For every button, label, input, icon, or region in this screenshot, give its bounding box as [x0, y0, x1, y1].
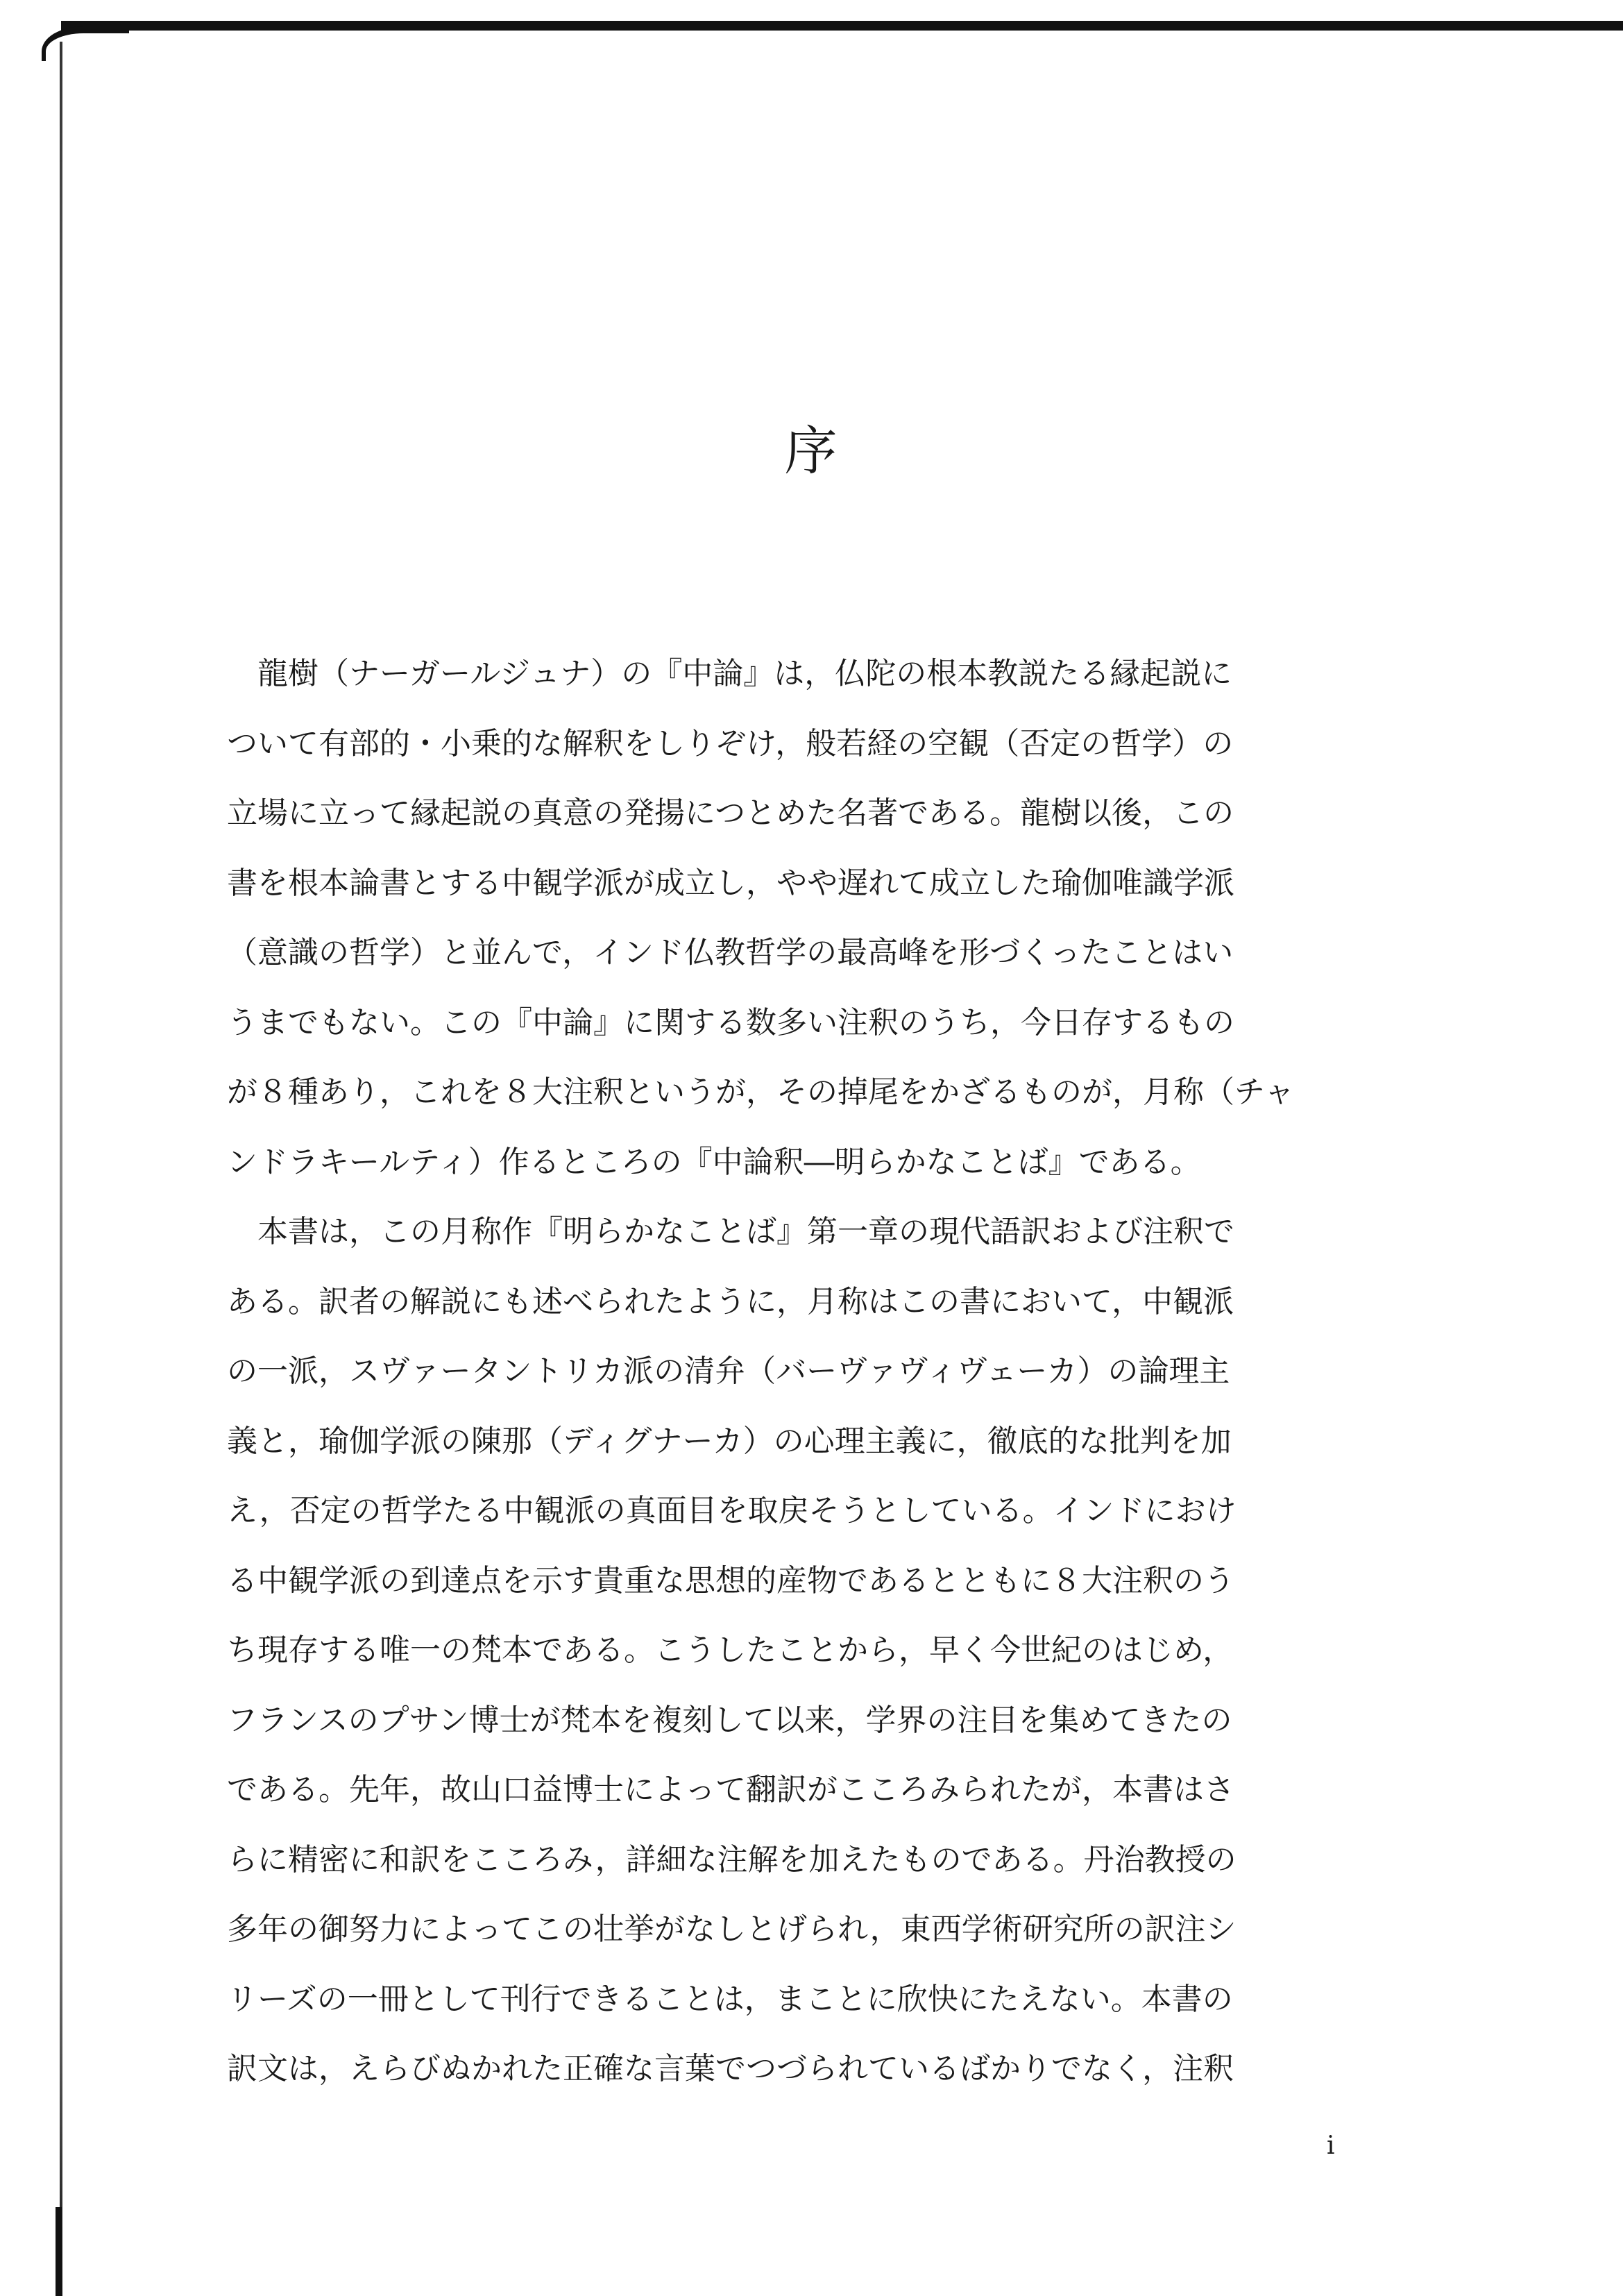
- text-line: ついて有部的・小乗的な解釈をしりぞけ，般若経の空観（否定の哲学）の: [227, 725, 1234, 761]
- text-line: の一派，スヴァータントリカ派の清弁（バーヴァヴィヴェーカ）の論理主: [227, 1353, 1230, 1389]
- text-line: 義と，瑜伽学派の陳那（ディグナーカ）の心理主義に，徹底的な批判を加: [227, 1423, 1232, 1459]
- text-line: 訳文は，えらびぬかれた正確な言葉でつづられているばかりでなく，注釈: [227, 2051, 1234, 2086]
- text-line: である。先年，故山口益博士によって翻訳がこころみられたが，本書はさ: [227, 1772, 1234, 1807]
- text-line: うまでもない。この『中論』に関する数多い注釈のうち，今日存するもの: [227, 1004, 1234, 1040]
- text-line: 多年の御努力によってこの壮挙がなしとげられ，東西学術研究所の訳注シ: [227, 1911, 1237, 1947]
- scan-left-edge: [60, 42, 62, 2296]
- scan-top-edge: [61, 21, 1623, 31]
- text-line: が８種あり，これを８大注釈というが，その掉尾をかざるものが，月称（チャ: [227, 1074, 1295, 1110]
- text-line: え，否定の哲学たる中観派の真面目を取戻そうとしている。インドにおけ: [227, 1493, 1237, 1528]
- scan-corner-curl: [42, 26, 129, 61]
- text-line: 立場に立って縁起説の真意の発揚につとめた名著である。龍樹以後，この: [227, 795, 1234, 831]
- page-title: 序: [784, 420, 839, 482]
- text-line: 本書は，この月称作『明らかなことば』第一章の現代語訳および注釈で: [227, 1214, 1234, 1249]
- scan-left-edge-bottom: [56, 2207, 62, 2296]
- text-line: らに精密に和訳をこころみ，詳細な注解を加えたものである。丹治教授の: [227, 1841, 1237, 1877]
- text-line: ある。訳者の解説にも述べられたように，月称はこの書において，中観派: [227, 1283, 1234, 1319]
- text-line: ンドラキールティ）作るところの『中論釈―明らかなことば』である。: [227, 1144, 1201, 1180]
- text-line: る中観学派の到達点を示す貴重な思想的産物であるとともに８大注釈のう: [227, 1562, 1234, 1598]
- text-line: フランスのプサン博士が梵本を複刻して以来，学界の注目を集めてきたの: [227, 1702, 1232, 1738]
- text-line: 龍樹（ナーガールジュナ）の『中論』は，仏陀の根本教説たる縁起説に: [227, 656, 1232, 691]
- page-number: i: [1327, 2132, 1335, 2160]
- text-line: （意識の哲学）と並んで，インド仏教哲学の最高峰を形づくったことはい: [227, 935, 1234, 970]
- text-line: ち現存する唯一の梵本である。こうしたことから，早く今世紀のはじめ，: [227, 1632, 1234, 1668]
- text-line: 書を根本論書とする中観学派が成立し，やや遅れて成立した瑜伽唯識学派: [227, 865, 1234, 901]
- text-line: リーズの一冊として刊行できることは，まことに欣快にたえない。本書の: [227, 1981, 1233, 2017]
- preface-body: [227, 639, 1386, 2104]
